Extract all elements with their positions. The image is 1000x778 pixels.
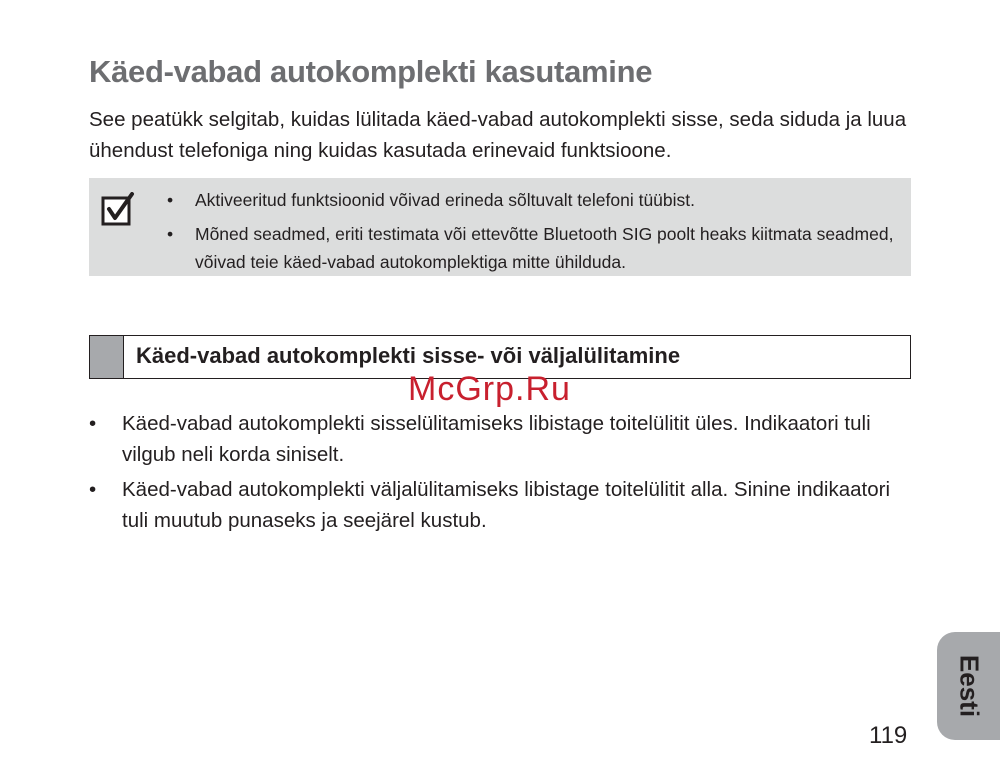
list-item: • Käed-vabad autokomplekti sisselülitamiseks libistage toitelülitit üles. Indikaatori tuli vilgub neli korda siniselt.	[89, 408, 919, 470]
checkbox-check-icon	[101, 192, 135, 226]
watermark: McGrp.Ru	[408, 370, 571, 408]
section-list	[89, 408, 919, 540]
section-title: Käed-vabad autokomplekti sisse- või väljalülitamine	[136, 343, 681, 368]
note-item: • Aktiveeritud funktsioonid võivad erineda sõltuvalt telefoni tüübist.	[167, 186, 897, 214]
note-item: • Mõned seadmed, eriti testimata või ettevõtte Bluetooth SIG poolt heaks kiitmata seadmed, võivad teie käed-vabad autokomplektiga mitte ühilduda.	[167, 220, 897, 276]
language-tab	[937, 632, 1000, 740]
page-number: 119	[869, 722, 908, 749]
note-list	[167, 186, 897, 282]
language-tab-label: Eesti	[954, 654, 984, 718]
intro-paragraph: See peatükk selgitab, kuidas lülitada käed-vabad autokomplekti sisse, seda siduda ja luua ühendust telefoniga ning kuidas kasutada erinevaid funktsioone.	[89, 108, 907, 162]
page-title: Käed-vabad autokomplekti kasutamine	[89, 54, 653, 89]
list-item: • Käed-vabad autokomplekti väljalülitamiseks libistage toitelülitit alla. Sinine indikaatori tuli muutub punaseks ja seejärel kustub.	[89, 474, 919, 536]
section-marker	[90, 336, 124, 378]
note-box	[89, 178, 911, 276]
